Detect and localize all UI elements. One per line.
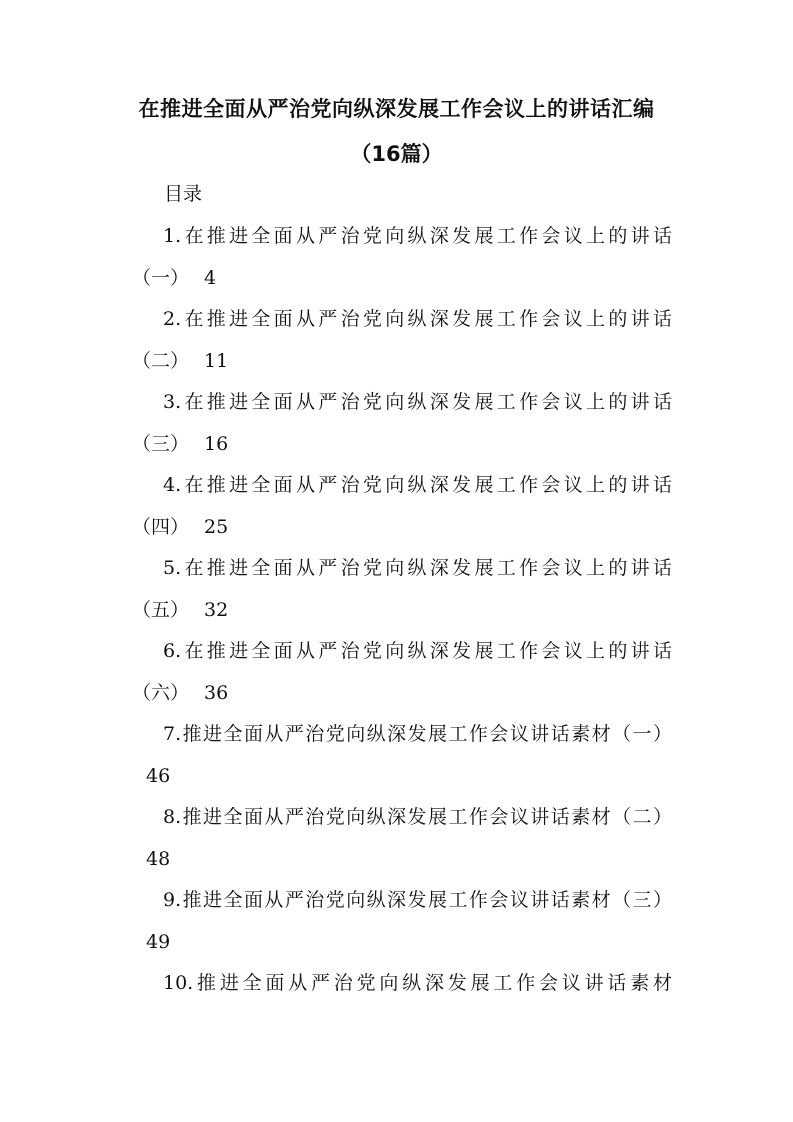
toc-item-title: 10.推进全面从严治党向纵深发展工作会议讲话素材 xyxy=(163,972,672,994)
toc-item-title: 6.在推进全面从严治党向纵深发展工作会议上的讲话 xyxy=(163,640,672,662)
toc-item-title: 9.推进全面从严治党向纵深发展工作会议讲话素材（三） xyxy=(163,889,672,911)
toc-item-suffix: （五） xyxy=(132,599,190,621)
table-of-contents xyxy=(132,220,672,1050)
toc-item[interactable] xyxy=(132,801,672,884)
toc-item-page-number: 25 xyxy=(204,516,229,538)
toc-item[interactable] xyxy=(132,884,672,967)
toc-item-page-number: 11 xyxy=(204,350,229,372)
toc-item-continuation xyxy=(132,511,228,543)
toc-item-suffix: （六） xyxy=(132,682,190,704)
toc-item[interactable] xyxy=(132,303,672,386)
toc-item-suffix: （三） xyxy=(132,433,190,455)
toc-item-page-number: 46 xyxy=(146,765,171,787)
toc-item-title: 4.在推进全面从严治党向纵深发展工作会议上的讲话 xyxy=(163,474,672,496)
toc-item[interactable] xyxy=(132,552,672,635)
toc-item[interactable] xyxy=(132,469,672,552)
toc-item-title: 7.推进全面从严治党向纵深发展工作会议讲话素材（一） xyxy=(163,723,672,745)
toc-item-continuation xyxy=(146,843,170,875)
toc-item-page-number: 48 xyxy=(146,848,171,870)
document-title: 在推进全面从严治党向纵深发展工作会议上的讲话汇编 xyxy=(138,97,655,121)
toc-item[interactable] xyxy=(132,386,672,469)
toc-item-continuation xyxy=(132,345,228,377)
toc-item-continuation xyxy=(132,262,216,294)
toc-item-title: 2.在推进全面从严治党向纵深发展工作会议上的讲话 xyxy=(163,308,672,330)
toc-item-continuation xyxy=(146,760,170,792)
toc-item-title: 8.推进全面从严治党向纵深发展工作会议讲话素材（二） xyxy=(163,806,672,828)
toc-item[interactable] xyxy=(132,635,672,718)
toc-item-suffix: （四） xyxy=(132,516,190,538)
toc-item-page-number: 4 xyxy=(204,267,217,289)
toc-item-page-number: 36 xyxy=(204,682,229,704)
toc-item-page-number: 16 xyxy=(204,433,229,455)
toc-item-continuation xyxy=(132,594,228,626)
toc-item-page-number: 49 xyxy=(146,931,171,953)
document-subtitle: （16篇） xyxy=(350,142,443,166)
toc-item-continuation xyxy=(132,677,228,709)
toc-item[interactable] xyxy=(132,967,672,1050)
toc-item-title: 3.在推进全面从严治党向纵深发展工作会议上的讲话 xyxy=(163,391,672,413)
toc-item-title: 1.在推进全面从严治党向纵深发展工作会议上的讲话 xyxy=(163,225,672,247)
toc-item-suffix: （一） xyxy=(132,267,190,289)
toc-item-suffix: （二） xyxy=(132,350,190,372)
toc-item-continuation xyxy=(146,926,170,958)
toc-item-continuation xyxy=(132,428,228,460)
toc-item-page-number: 32 xyxy=(204,599,229,621)
toc-item[interactable] xyxy=(132,718,672,801)
toc-item[interactable] xyxy=(132,220,672,303)
toc-heading: 目录 xyxy=(164,183,203,205)
toc-item-title: 5.在推进全面从严治党向纵深发展工作会议上的讲话 xyxy=(163,557,672,579)
